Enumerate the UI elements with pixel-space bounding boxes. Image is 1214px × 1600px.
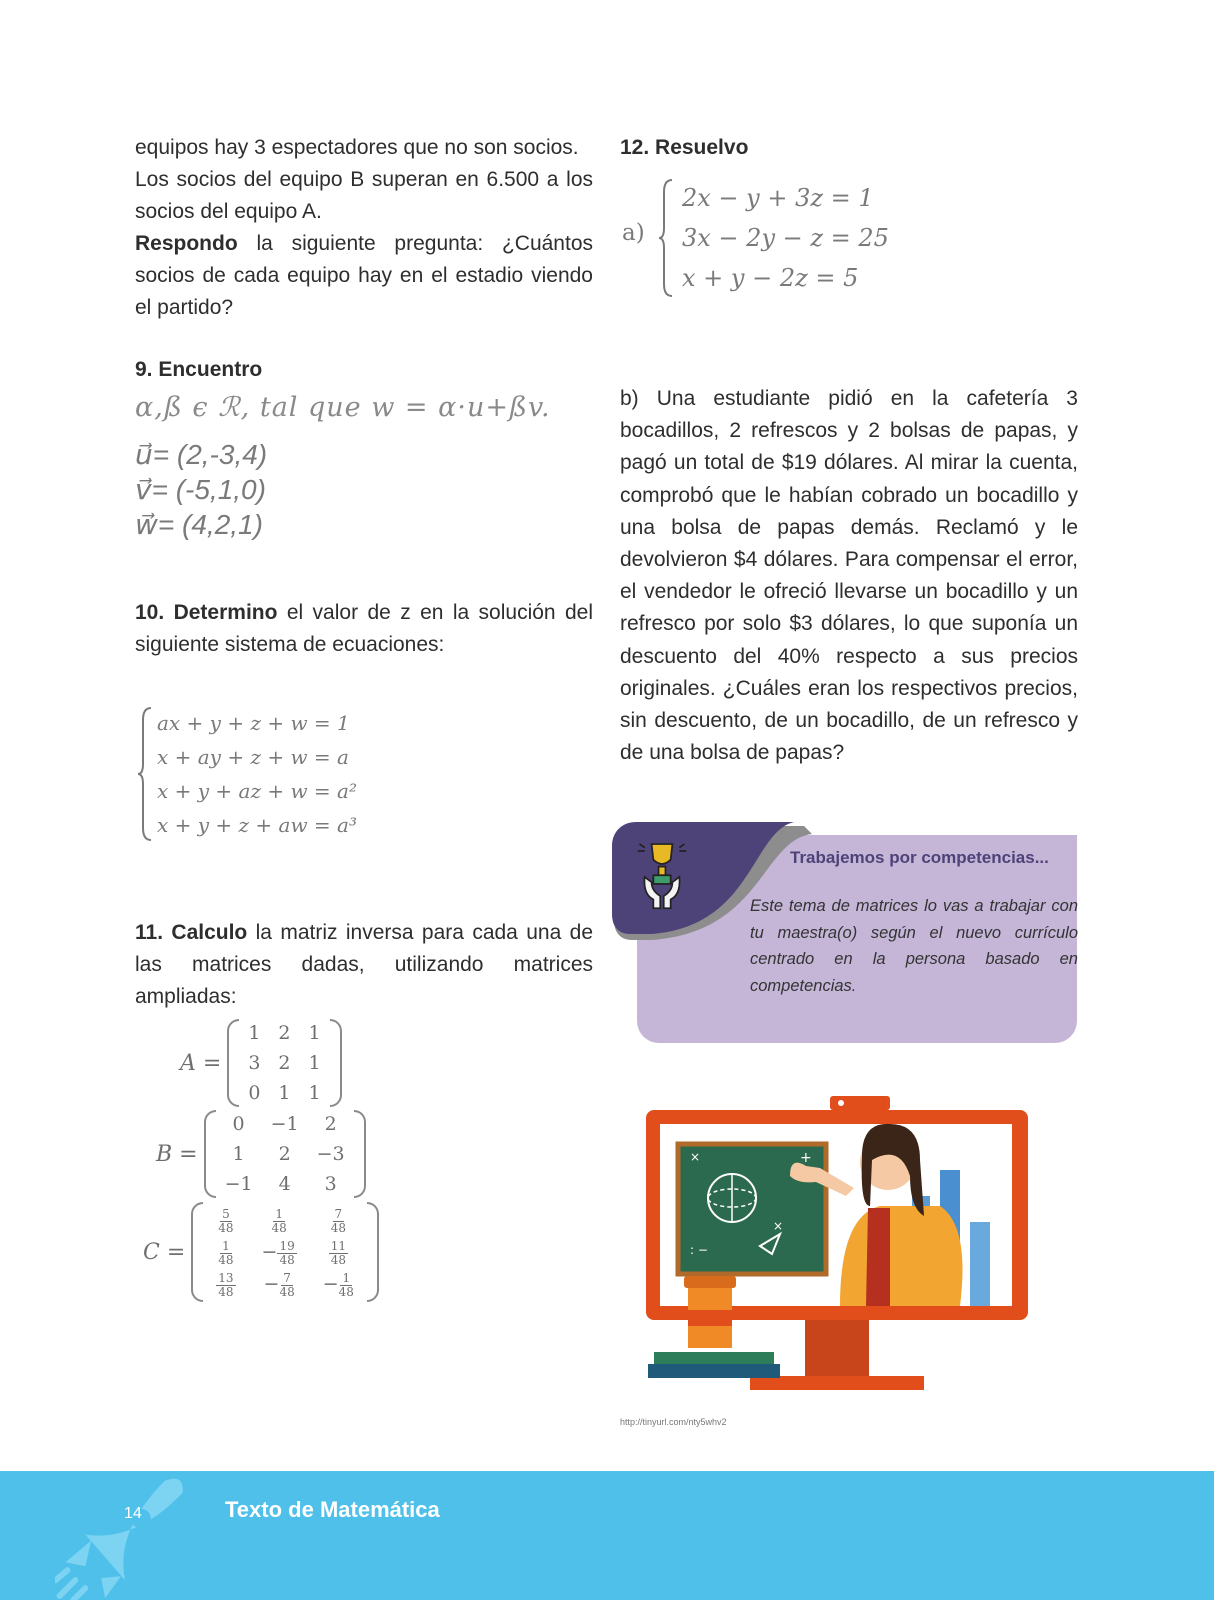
left-paren-icon [227,1019,239,1107]
image-credit: http://tinyurl.com/nty5whv2 [620,1417,727,1427]
matrix-c-grid [203,1204,367,1300]
right-paren-icon [330,1019,342,1107]
fraction-denominator: 48 [338,1284,354,1299]
q9-greek-statement: α,ß ϵ ℛ, tal que w = α·u+ßv. [135,392,551,423]
matrix-b-cell: −1 [270,1113,299,1135]
fraction-numerator: 19 [279,1238,295,1253]
fraction [331,1208,346,1235]
right-paren-icon [367,1202,379,1302]
matrix-a-label: A = [180,1050,222,1076]
left-paren-icon [191,1202,203,1302]
svg-text:×: × [690,1150,701,1164]
right-paren-icon [354,1110,366,1198]
fraction [216,1272,235,1299]
q10-label: 10. Determino [135,601,278,624]
matrix-b-cell: −3 [316,1143,345,1165]
fraction-denominator: 48 [330,1220,346,1235]
p8-question-text: la siguiente pregunta: ¿Cuántos socios de cada equipo hay en el estadio viendo el partido? [135,232,593,319]
q9-title: 9. Encuentro [135,358,263,381]
fraction-denominator: 48 [330,1252,346,1267]
fraction [339,1272,354,1299]
svg-text:×: × [773,1219,784,1233]
problem-8-continuation [135,132,593,324]
matrix-c-cell [310,1236,367,1268]
matrix-b-cell: 3 [324,1173,337,1195]
matrix-b-cell: 0 [232,1113,245,1135]
matrix-c-cell [203,1204,248,1236]
left-brace-icon [137,706,153,842]
q12-title: 12. Resuelvo [620,136,749,159]
matrix-b-cell: 1 [232,1143,245,1165]
matrix-c-cell [310,1204,367,1236]
matrix-a-cell: 1 [308,1082,321,1104]
q12a-eq-2: 3x − 2y − z = 25 [682,224,889,252]
q12b-problem: b) Una estudiante pidió en la cafetería 3 bocadillos, 2 refrescos y 2 bolsas de papas, y pagó un total de $19 dólares. Al mirar la cuenta, comprobó que le habían cobrado un bocadillo y una bolsa de papas demás. Reclamó y le devolvieron $4 dólares. Para compensar el error, el vendedor le ofreció llevarse un bocadillo y un refresco por solo $3 dólares, lo que suponía un descuento del 40% respecto a sus precios originales. ¿Cuáles eran los respectivos precios, sin descuento, de un bocadillo, de un refresco y de una bolsa de papas? [620,387,1078,765]
fraction-numerator: 7 [334,1206,343,1221]
matrix-c-cell [249,1268,310,1300]
page-number: 14 [124,1505,142,1522]
fraction [279,1272,294,1299]
rocket-icon [55,1471,195,1600]
matrix-a-cell: 1 [308,1052,321,1074]
matrix-c-cell [249,1236,310,1268]
q9-vector-v: v⃗= (-5,1,0) [135,474,266,505]
matrix-a-cell: 0 [248,1082,261,1104]
matrix-a-cell: 1 [308,1022,321,1044]
competencias-text: Este tema de matrices lo vas a trabajar con tu maestra(o) según el nuevo currículo centrado en la persona basado en competencias. [750,897,1078,995]
matrix-b-grid [216,1109,354,1199]
matrix-c [143,1202,379,1302]
q12a-system-lines [682,178,889,298]
q9-vector-w: w⃗= (4,2,1) [135,509,263,540]
matrix-a-cell: 3 [248,1052,261,1074]
matrix-a-cell: 1 [248,1022,261,1044]
q11-label: 11. Calculo [135,921,248,944]
svg-text:: −: : − [690,1243,708,1257]
q12a-eq-1: 2x − y + 3z = 1 [682,184,874,212]
competencias-title: Trabajemos por competencias... [790,848,1049,867]
q10-eq-1: ax + y + z + w = 1 [157,711,350,735]
fraction-numerator: 1 [275,1206,283,1221]
q11-statement [135,917,593,1013]
fraction [218,1208,233,1235]
matrix-b-cell: −1 [224,1173,253,1195]
q10-statement [135,597,593,661]
fraction-sign: − [322,1273,339,1295]
q11-text: la matriz inversa para cada una de las matrices dadas, utilizando matrices ampliadas: [135,921,593,1008]
fraction-numerator: 13 [218,1270,234,1285]
matrix-b-cell: 4 [278,1173,291,1195]
fraction-denominator: 48 [218,1220,234,1235]
matrix-b-cell: 2 [324,1113,337,1135]
matrix-b-label: B = [156,1141,198,1167]
matrix-c-cell [203,1236,248,1268]
fraction [329,1240,348,1267]
q10-text: el valor de z en la solución del siguiente sistema de ecuaciones: [135,601,593,656]
p8-respondo: Respondo [135,232,238,255]
footer-title: Texto de Matemática [225,1497,440,1522]
p8-line2: Los socios del equipo B superan en 6.500 a los socios del equipo A. [135,168,593,223]
q10-eq-2: x + ay + z + w = a [157,745,349,769]
fraction-numerator: 1 [342,1270,351,1285]
matrix-a-cell: 2 [278,1022,291,1044]
matrix-b-cell: 2 [278,1143,291,1165]
trophy-hands-icon [636,842,688,912]
p8-question [135,228,593,324]
fraction-denominator: 48 [218,1284,234,1299]
matrix-c-cell [249,1204,310,1236]
fraction-sign: − [261,1241,278,1263]
left-paren-icon [204,1110,216,1198]
q10-system-lines [157,706,357,842]
q10-equation-system [137,706,377,842]
fraction-numerator: 5 [222,1206,230,1221]
fraction-sign: − [263,1273,280,1295]
matrix-a-grid [239,1018,329,1108]
fraction [218,1240,233,1267]
q12a-eq-3: x + y − 2z = 5 [682,264,859,292]
fraction-denominator: 48 [279,1252,295,1267]
svg-text:+: + [800,1150,812,1166]
matrix-a-cell: 1 [278,1082,291,1104]
matrix-a-cell: 2 [278,1052,291,1074]
q10-eq-3: x + y + az + w = a² [157,779,357,803]
fraction-numerator: 11 [330,1238,346,1253]
p8-line1: equipos hay 3 espectadores que no son socios. [135,136,579,159]
q10-eq-4: x + y + z + aw = a³ [157,813,357,837]
q12a-equation-system [620,178,920,298]
teacher-monitor-illustration [640,1096,1040,1406]
matrix-a [180,1018,342,1108]
matrix-c-label: C = [143,1239,186,1265]
q12a-label: a) [622,220,645,246]
left-brace-icon [658,178,674,298]
q9-vector-u: u⃗= (2,-3,4) [135,439,268,470]
fraction-numerator: 7 [283,1270,291,1285]
fraction-denominator: 48 [279,1284,295,1299]
fraction [277,1240,296,1267]
matrix-c-cell [203,1268,248,1300]
fraction-denominator: 48 [218,1252,234,1267]
fraction-numerator: 1 [222,1238,230,1253]
fraction-denominator: 48 [271,1220,287,1235]
matrix-c-cell [310,1268,367,1300]
fraction [272,1208,287,1235]
matrix-b [156,1109,366,1199]
